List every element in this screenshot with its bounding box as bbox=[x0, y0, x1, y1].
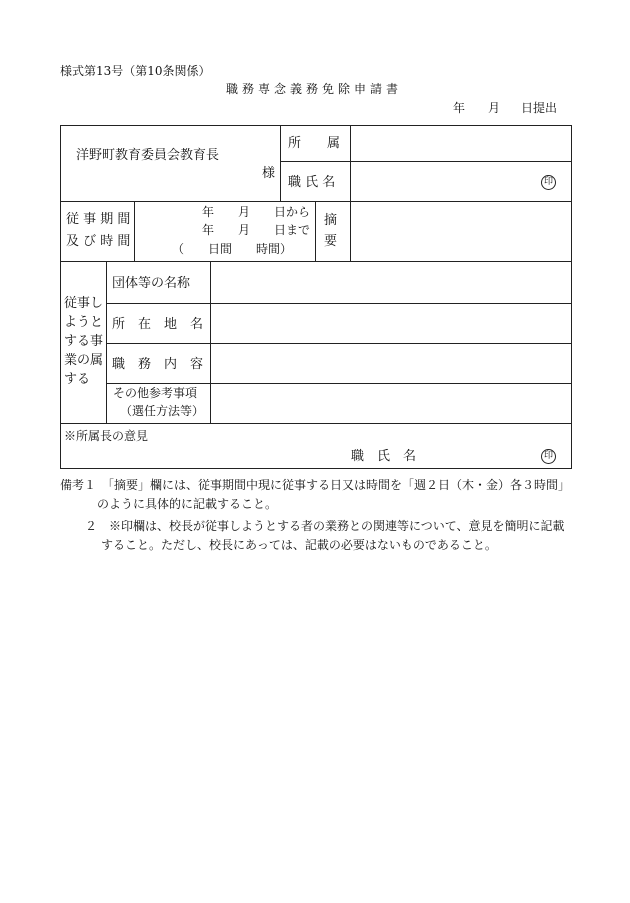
summary-label-1: 摘 bbox=[324, 213, 338, 228]
name-label: 職 氏 名 bbox=[288, 175, 336, 190]
summary-label-2: 要 bbox=[324, 234, 338, 249]
business-group-label-3: する事 bbox=[64, 334, 104, 349]
principal-name-label: 職 氏 名 bbox=[351, 449, 417, 464]
period-days: （ 日間 時間） bbox=[172, 242, 293, 256]
principal-seal-mark: 印 bbox=[541, 449, 556, 464]
date-month-label: 月 bbox=[488, 101, 501, 115]
note-1-line-2: のように具体的に記載すること。 bbox=[97, 497, 278, 511]
note-1-line-1: 備考１ 「摘要」欄には、従事期間中現に従事する日又は時間を「週２日（木・金）各３時間」 bbox=[60, 478, 571, 492]
other-label-1: その他参考事項 bbox=[113, 386, 198, 400]
business-group-label-2: ようと bbox=[64, 315, 104, 330]
note-2-line-1: ２ ※印欄は、校長が従事しようとする者の業務との関連等について、意見を簡明に記載 bbox=[85, 519, 565, 533]
business-group-label-5: する bbox=[64, 372, 91, 387]
date-day-submitted-label: 日提出 bbox=[521, 101, 558, 115]
document-title: 職務専念義務免除申請書 bbox=[226, 82, 403, 96]
affiliation-label: 所 属 bbox=[288, 136, 341, 151]
location-label: 所 在 地 名 bbox=[112, 317, 204, 332]
period-to: 年 月 日まで bbox=[202, 223, 311, 237]
period-label-1: 従 事 期 間 bbox=[66, 212, 131, 227]
seal-mark: 印 bbox=[541, 175, 556, 190]
other-label-2: （選任方法等） bbox=[120, 404, 205, 418]
principal-opinion-label: ※所属長の意見 bbox=[64, 429, 149, 443]
date-year-label: 年 bbox=[453, 101, 466, 115]
period-label-2: 及 び 時 間 bbox=[66, 234, 131, 249]
addressee: 洋野町教育委員会教育長 bbox=[76, 148, 220, 163]
form-number: 様式第13号（第10条関係） bbox=[60, 64, 211, 78]
note-2-line-2: すること。ただし、校長にあっては、記載の必要はないものであること。 bbox=[101, 538, 497, 552]
period-from: 年 月 日から bbox=[202, 205, 311, 219]
business-group-label-4: 業の属 bbox=[64, 353, 104, 368]
business-group-label-1: 従事し bbox=[64, 296, 104, 311]
duties-label: 職 務 内 容 bbox=[112, 357, 204, 372]
org-name-label: 団体等の名称 bbox=[112, 276, 191, 291]
sama-label: 様 bbox=[262, 166, 276, 181]
